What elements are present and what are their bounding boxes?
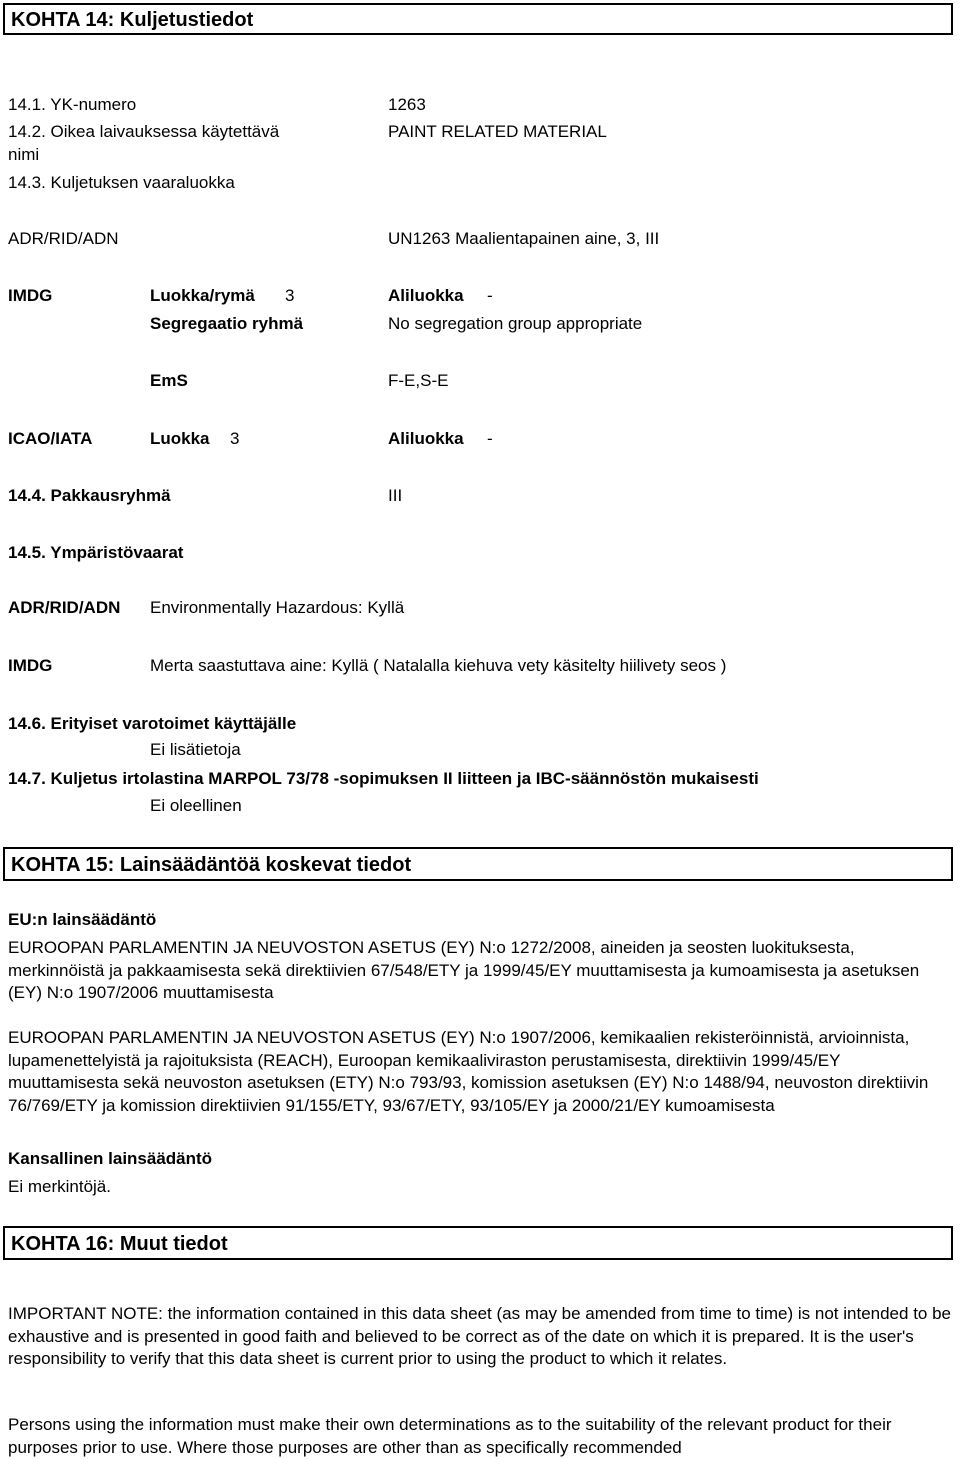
section-14-title: KOHTA 14: Kuljetustiedot: [11, 9, 254, 31]
eu-regulation-1272: EUROOPAN PARLAMENTIN JA NEUVOSTON ASETUS (EY) N:o 1272/2008, aineiden ja seosten luokituksesta, merkinnöistä ja pakkaamisesta sekä direktiivien 67/548/ETY ja 1999/45/EY muuttamisesta ja kumoamisesta ja asetuksen (EY) N:o 1907/2006 muuttamisesta: [8, 938, 920, 1002]
eu-regulation-1907: EUROOPAN PARLAMENTIN JA NEUVOSTON ASETUS (EY) N:o 1907/2006, kemikaalien rekisteröinnistä, arvioinnista, lupamenettelyistä ja rajoituksista (REACH), Euroopan kemikaaliviraston perustamisesta, direktiivin 1999/45/EY muuttamisesta sekä neuvoston asetuksen (ETY) N:o 793/93, komission asetuksen (EY) N:o 1488/94, neuvoston direktiivin 76/769/ETY ja komission direktiivien 91/155/ETY, 93/67/ETY, 93/105/EY ja 2000/21/EY kumoamisesta: [8, 1028, 929, 1115]
ems-value: F-E,S-E: [388, 371, 449, 390]
section-16-header: [3, 1226, 953, 1260]
env-imdg-value: Merta saastuttava aine: Kyllä ( Natalalla kiehuva vety käsitelty hiilivety seos ): [150, 656, 727, 675]
packing-group-label: 14.4. Pakkausryhmä: [8, 486, 171, 505]
national-legislation-label: Kansallinen lainsäädäntö: [8, 1149, 213, 1168]
hazard-class-label: 14.3. Kuljetuksen vaaraluokka: [8, 173, 235, 192]
section-14-header: [3, 3, 953, 35]
section-16-title: KOHTA 16: Muut tiedot: [11, 1233, 228, 1255]
imdg-class-label: Luokka/rymä: [150, 286, 255, 305]
imdg-class-value: 3: [285, 286, 295, 305]
national-legislation-value: Ei merkintöjä.: [8, 1177, 111, 1196]
segregation-value: No segregation group appropriate: [388, 314, 643, 333]
env-imdg-label: IMDG: [8, 656, 53, 675]
shipping-name-label-line1: 14.2. Oikea laivauksessa käytettävä: [8, 122, 280, 141]
important-note: IMPORTANT NOTE: the information contained in this data sheet (as may be amended from time to time) is not intended to be exhaustive and is presented in good faith and believed to be correct as of the date on which it is prepared. It is the user's responsibility to verify that this data sheet is current prior to using the product to which it relates.: [8, 1304, 952, 1368]
bulk-transport-label: 14.7. Kuljetus irtolastina MARPOL 73/78 -sopimuksen II liitteen ja IBC-säännöstön mukaisesti: [8, 769, 759, 788]
un-number-value: 1263: [388, 95, 426, 114]
bulk-transport-value: Ei oleellinen: [150, 796, 242, 815]
imdg-label: IMDG: [8, 286, 53, 305]
icao-subclass-value: -: [487, 429, 493, 448]
shipping-name-value: PAINT RELATED MATERIAL: [388, 122, 607, 141]
segregation-label: Segregaatio ryhmä: [150, 314, 304, 333]
env-adr-value: Environmentally Hazardous: Kyllä: [150, 598, 405, 617]
imdg-subclass-value: -: [487, 286, 493, 305]
section-15-title: KOHTA 15: Lainsäädäntöä koskevat tiedot: [11, 854, 412, 876]
icao-subclass-label: Aliluokka: [388, 429, 464, 448]
un-number-label: 14.1. YK-numero: [8, 95, 137, 114]
shipping-name-label-line2: nimi: [8, 145, 40, 164]
eu-legislation-label: EU:n lainsäädäntö: [8, 910, 157, 929]
imdg-subclass-label: Aliluokka: [388, 286, 464, 305]
adr-label: ADR/RID/ADN: [8, 229, 119, 248]
env-adr-label: ADR/RID/ADN: [8, 598, 121, 617]
ems-label: EmS: [150, 371, 188, 390]
packing-group-value: III: [388, 486, 403, 505]
special-precautions-label: 14.6. Erityiset varotoimet käyttäjälle: [8, 714, 297, 733]
usage-note: Persons using the information must make their own determinations as to the suitability of the relevant product for their purposes prior to use. Where those purposes are other than as specifically recommended: [8, 1415, 892, 1457]
special-precautions-value: Ei lisätietoja: [150, 740, 241, 759]
icao-label: ICAO/IATA: [8, 429, 93, 448]
env-hazards-label: 14.5. Ympäristövaarat: [8, 543, 184, 562]
icao-class-label: Luokka: [150, 429, 210, 448]
section-15-header: [3, 847, 953, 881]
icao-class-value: 3: [230, 429, 240, 448]
adr-value: UN1263 Maalientapainen aine, 3, III: [388, 229, 660, 248]
